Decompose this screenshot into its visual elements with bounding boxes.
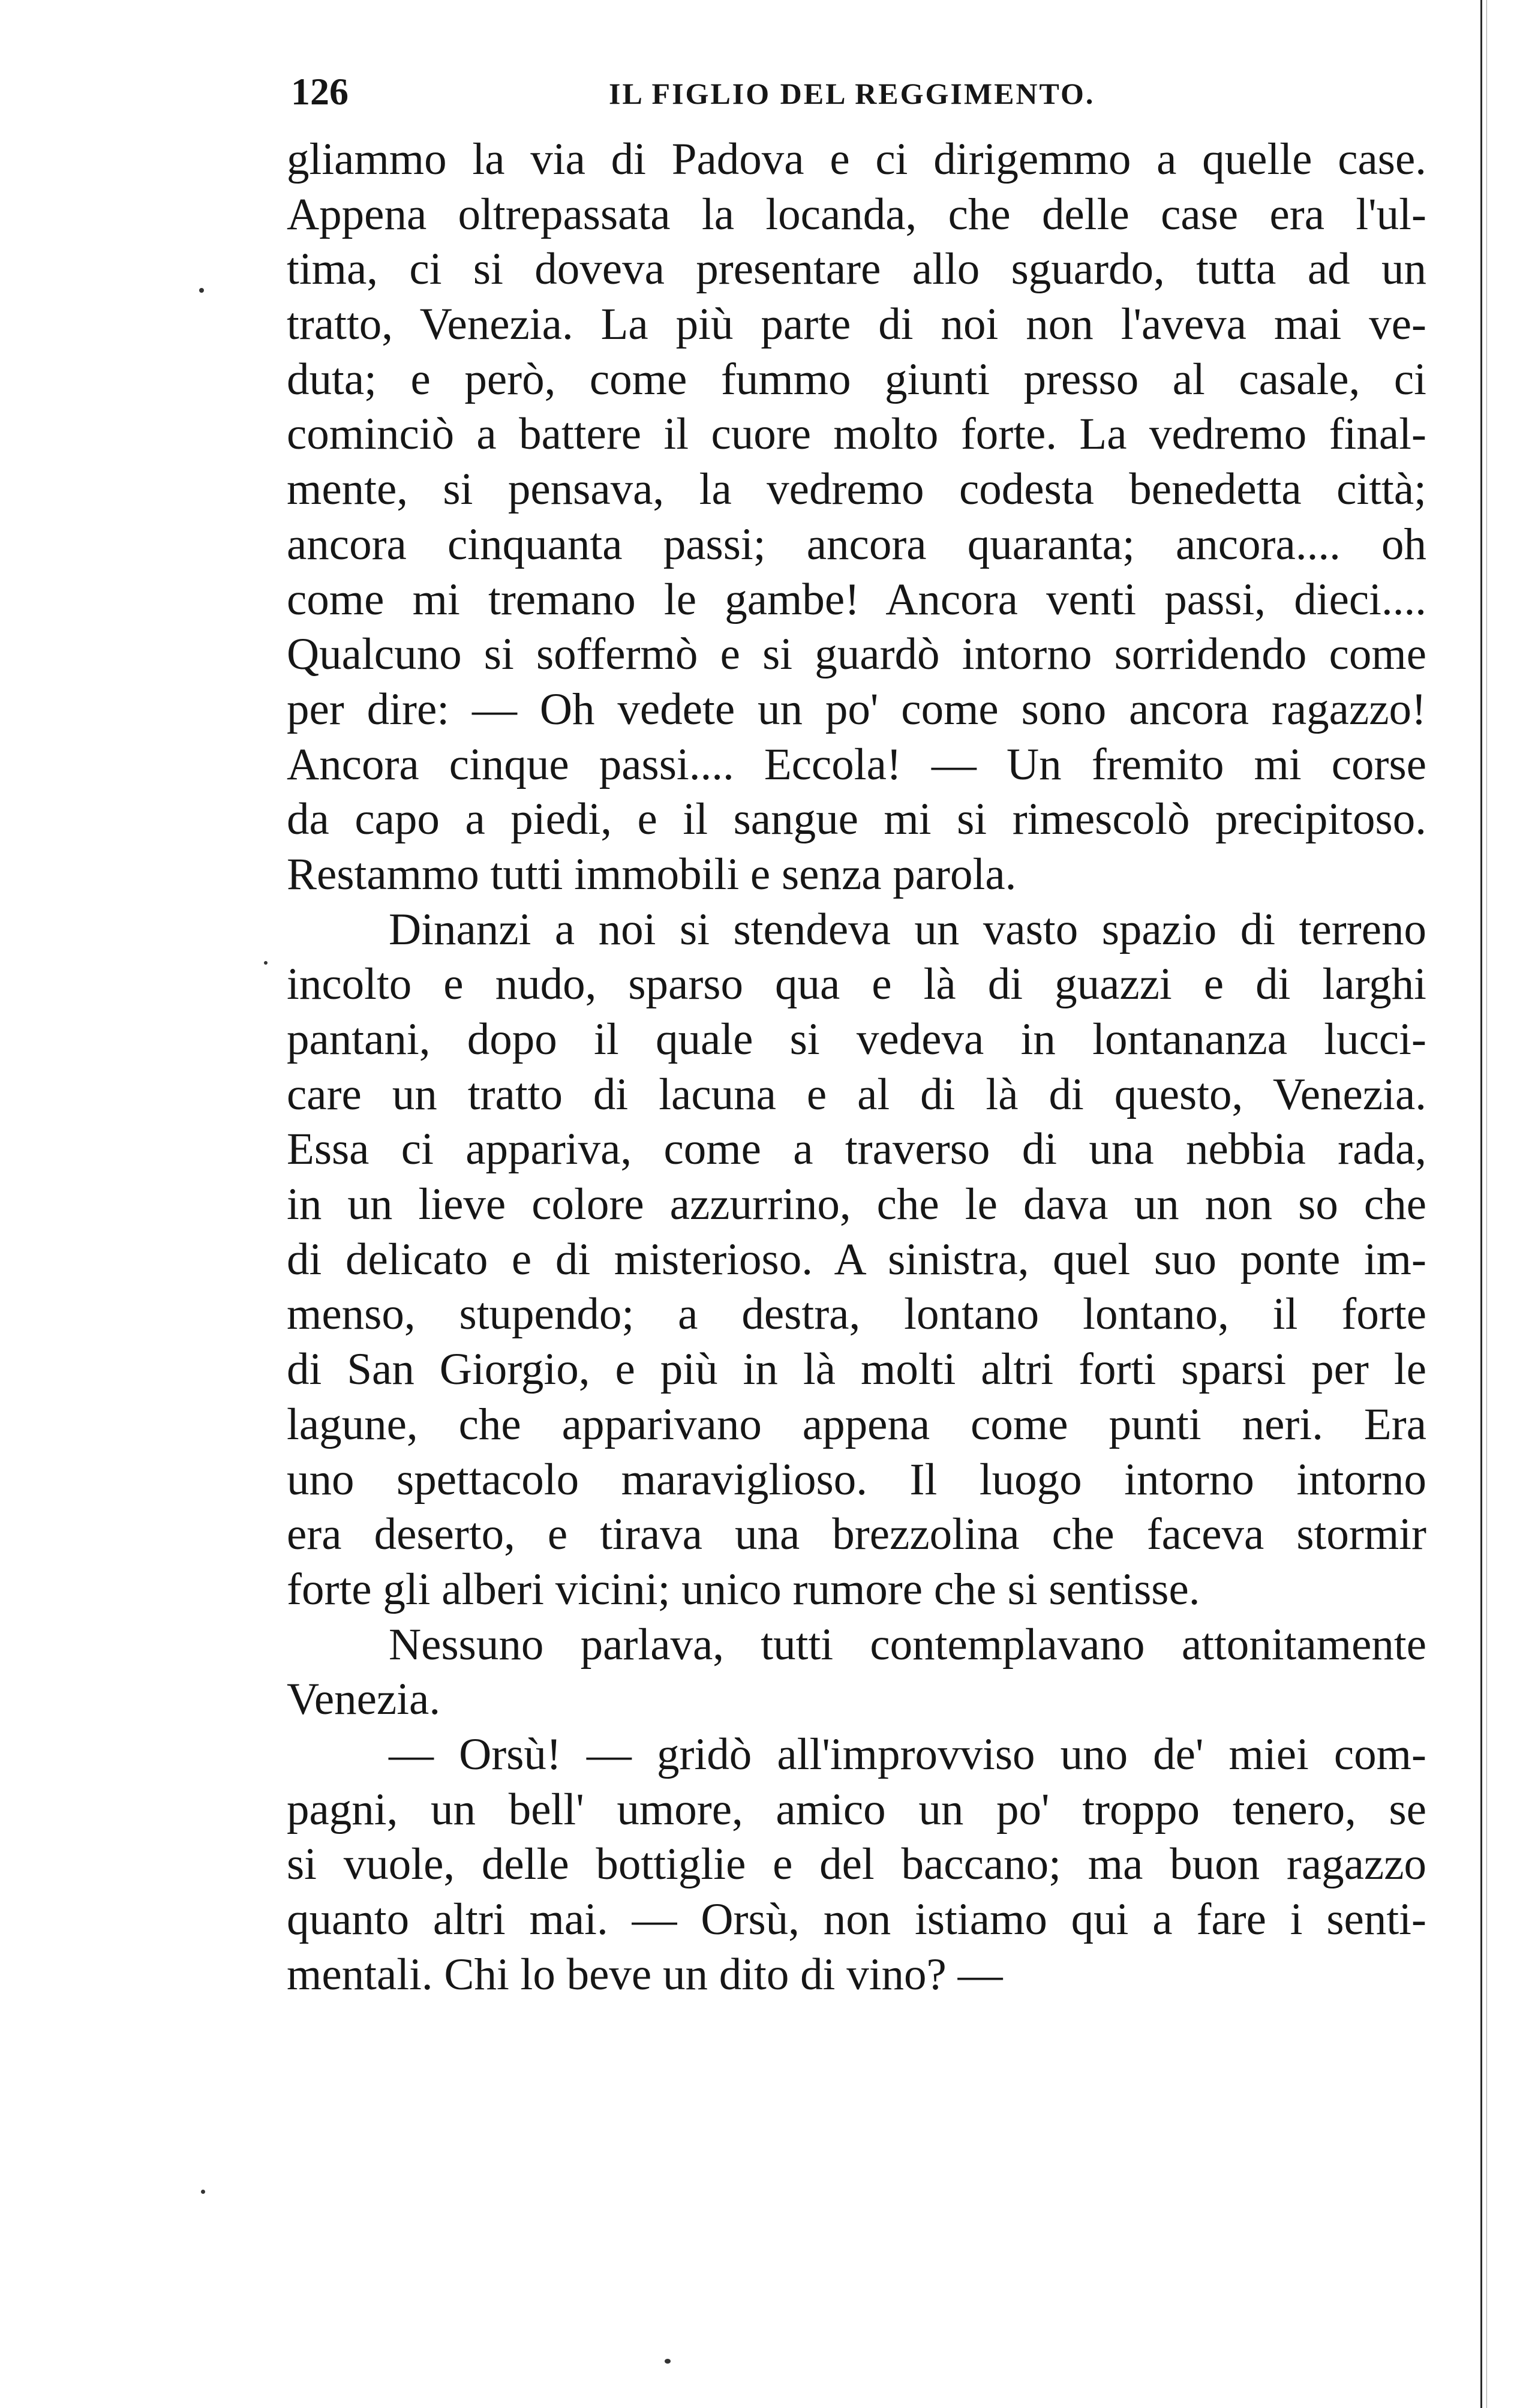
text-line: Essa ci appariva, come a traverso di una nebbia rada,	[287, 1124, 1426, 1175]
text-line: si vuole, delle bottiglie e del baccano; ma buon ragazzo	[287, 1839, 1426, 1890]
text-line: mentali. Chi lo beve un dito di vino? —	[287, 1949, 1003, 1999]
text-line: quanto altri mai. — Orsù, non istiamo qui a fare i senti-	[287, 1894, 1426, 1944]
text-line: cominciò a battere il cuore molto forte. La vedremo final-	[287, 409, 1426, 460]
text-line: era deserto, e tirava una brezzolina che faceva stormir	[287, 1509, 1426, 1560]
text-line: Restammo tutti immobili e senza parola.	[287, 849, 1017, 899]
text-line: ancora cinquanta passi; ancora quaranta; ancora.... oh	[287, 519, 1426, 569]
body-text	[287, 132, 1426, 2002]
print-speck	[201, 2190, 205, 2194]
text-line: menso, stupendo; a destra, lontano lontano, il forte	[287, 1289, 1426, 1340]
text-line: tima, ci si doveva presentare allo sguardo, tutta ad un	[287, 244, 1426, 295]
page-edge-line	[1480, 0, 1482, 2408]
text-line: gliammo la via di Padova e ci dirigemmo a quelle case.	[287, 134, 1426, 184]
print-speck	[665, 2359, 671, 2364]
text-line: uno spettacolo maraviglioso. Il luogo intorno intorno	[287, 1454, 1426, 1505]
text-line: per dire: — Oh vedete un po' come sono ancora ragazzo!	[287, 684, 1426, 734]
text-line: incolto e nudo, sparso qua e là di guazzi e di larghi	[287, 959, 1426, 1010]
running-title: IL FIGLIO DEL REGGIMENTO.	[609, 77, 1095, 110]
text-line: duta; e però, come fummo giunti presso al casale, ci	[287, 354, 1426, 404]
text-line: care un tratto di lacuna e al di là di questo, Venezia.	[287, 1069, 1426, 1119]
print-speck	[199, 288, 204, 293]
text-line: di delicato e di misterioso. A sinistra, quel suo ponte im-	[287, 1234, 1426, 1284]
page-number: 126	[291, 70, 349, 113]
text-line: come mi tremano le gambe! Ancora venti passi, dieci....	[287, 574, 1426, 624]
page-edge-line-secondary	[1486, 0, 1487, 2408]
text-line: pagni, un bell' umore, amico un po' troppo tenero, se	[287, 1784, 1426, 1834]
text-line: Appena oltrepassata la locanda, che delle case era l'ul-	[287, 189, 1426, 239]
text-line: in un lieve colore azzurrino, che le dava un non so che	[287, 1179, 1426, 1230]
text-line: da capo a piedi, e il sangue mi si rimescolò precipitoso.	[287, 794, 1426, 845]
text-line: Nessuno parlava, tutti contemplavano attonitamente	[389, 1619, 1426, 1670]
text-line: Venezia.	[287, 1674, 441, 1725]
running-header	[291, 65, 1431, 119]
text-line: Ancora cinque passi.... Eccola! — Un fremito mi corse	[287, 739, 1426, 789]
text-line: tratto, Venezia. La più parte di noi non l'aveva mai ve-	[287, 299, 1426, 350]
print-speck	[264, 961, 268, 965]
text-line: mente, si pensava, la vedremo codesta benedetta città;	[287, 464, 1426, 515]
text-line: Dinanzi a noi si stendeva un vasto spazio di terreno	[389, 904, 1426, 954]
text-line: di San Giorgio, e più in là molti altri forti sparsi per le	[287, 1344, 1426, 1395]
text-line: forte gli alberi vicini; unico rumore che si sentisse.	[287, 1564, 1200, 1614]
text-line: lagune, che apparivano appena come punti neri. Era	[287, 1399, 1426, 1449]
text-line: pantani, dopo il quale si vedeva in lontananza lucci-	[287, 1014, 1426, 1064]
text-line: — Orsù! — gridò all'improvviso uno de' miei com-	[389, 1729, 1426, 1779]
text-line: Qualcuno si soffermò e si guardò intorno sorridendo come	[287, 629, 1426, 680]
